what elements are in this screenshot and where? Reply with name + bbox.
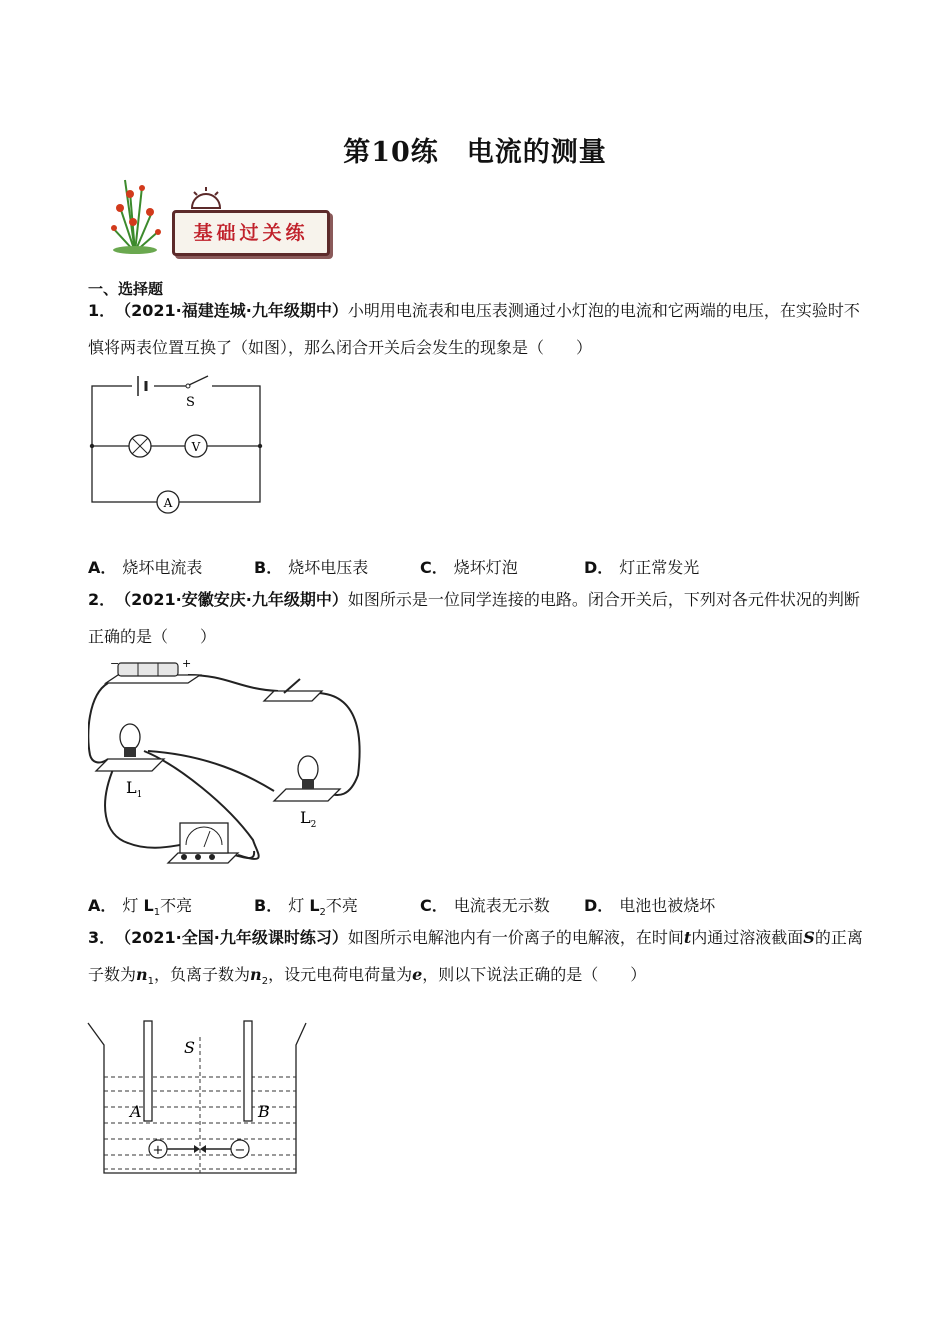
electrolysis-diagram [84,1015,314,1180]
switch-label: S [186,395,195,410]
option-key: B． [254,896,283,915]
question-text: ，则以下说法正确的是（ ） [422,965,647,984]
option-key: D． [584,558,614,577]
electrode-b [244,1021,252,1121]
negative-ion-label: − [234,1143,246,1158]
question-text: 内通过溶液截面 [691,928,804,947]
var-s: S [803,928,815,947]
question-2 [88,581,868,655]
option-d[interactable] [584,555,699,578]
question-source: （2021·全国·九年级课时练习） [123,928,348,947]
positive-ion-label: + [152,1143,164,1158]
option-text: 烧坏电流表 [122,558,203,577]
option-b[interactable] [254,893,358,918]
flower-plant-icon [100,172,170,254]
option-d[interactable] [584,893,715,916]
electrode-a [144,1021,152,1121]
option-a[interactable] [88,893,192,918]
question-text: 的正离子数为 [88,928,863,984]
section-s-label: S [184,1038,195,1057]
option-c[interactable] [420,555,518,578]
electrode-a-label: A [130,1102,142,1121]
lamp-l2-icon [298,756,318,782]
lamp-l1-label: $L_1$ [126,778,143,800]
option-subscript: 1 [153,907,161,919]
question-1 [88,292,868,366]
section-label: 一、选择题 [88,280,164,298]
option-text: 灯正常发光 [619,558,700,577]
title-part-2: 电流的测量 [466,137,607,168]
option-text: 灯 [288,896,305,915]
var-n2: n [250,965,262,984]
option-b[interactable] [254,555,368,578]
option-text: 烧坏电压表 [288,558,369,577]
option-text: 烧坏灯泡 [453,558,518,577]
option-text: 电流表无示数 [453,896,550,915]
var-e: e [412,965,423,984]
var-n1: n [136,965,148,984]
option-symbol: L [309,896,320,915]
option-c[interactable] [420,893,550,916]
option-key: B． [254,558,283,577]
var-t: t [683,928,692,947]
option-text: 灯 [122,896,139,915]
battery-plus-label: + [182,657,192,670]
ammeter-label: A [163,496,173,510]
question-source: （2021·安徽安庆·九年级期中） [123,590,348,609]
question-number: 1． [88,301,116,320]
section-badge [172,210,330,256]
circuit-photo-2 [88,655,368,875]
battery-minus-label: − [110,657,120,670]
question-text: ，负离子数为 [154,965,251,984]
page-title [0,130,950,169]
option-key: C． [420,558,448,577]
question-text: 小明用电流表和电压表测通过小灯泡的电流和它两端的电压，在实验时不慎将两表位置互换了（如图），那么闭合开关后会发生的现象是（ ） [88,301,860,357]
option-key: D． [584,896,614,915]
option-key: A． [88,558,117,577]
voltmeter-label: V [191,440,201,454]
question-text: 如图所示是一位同学连接的电路。闭合开关后，下列对各元件状况的判断正确的是（ ） [88,590,860,646]
question-number: 3． [88,928,116,947]
badge-label: 基础过关练 [193,222,309,244]
option-subscript: 2 [319,907,326,919]
option-tail: 不亮 [325,896,358,915]
question-text: 如图所示电解池内有一价离子的电解液，在时间 [347,928,684,947]
question-source: （2021·福建连城·九年级期中） [123,301,348,320]
sun-icon [188,186,224,210]
electrode-b-label: B [258,1102,270,1121]
option-symbol: L [143,896,154,915]
subscript: 1 [147,976,155,988]
title-part-1: 第10练 [343,137,439,168]
option-key: C． [420,896,448,915]
question-text: ，设元电荷电荷量为 [268,965,413,984]
option-tail: 不亮 [160,896,193,915]
subscript: 2 [261,976,269,988]
question-3 [88,919,868,1000]
question-number: 2． [88,590,116,609]
option-text: 电池也被烧坏 [619,896,716,915]
lamp-l2-label: $L_2$ [300,808,317,830]
option-key: A． [88,896,117,915]
battery-icon [118,663,178,676]
circuit-diagram-1 [88,370,268,520]
option-a[interactable] [88,555,202,578]
lamp-l1-icon [120,724,140,750]
